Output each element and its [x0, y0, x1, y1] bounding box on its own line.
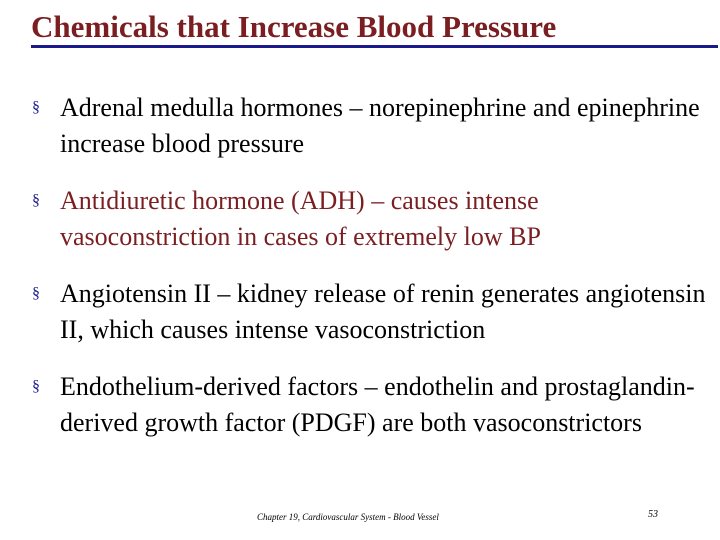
square-bullet-icon: §	[32, 99, 40, 116]
slide-title: Chemicals that Increase Blood Pressure	[31, 9, 557, 44]
square-bullet-icon: §	[32, 378, 40, 395]
bullet-text: Antidiuretic hormone (ADH) – causes intense vasoconstriction in cases of extremely low BP	[60, 186, 541, 251]
square-bullet-icon: §	[32, 285, 40, 302]
bullet-text: Endothelium-derived factors – endothelin and prostaglandin-derived growth factor (PDGF) are both vasoconstrictors	[60, 372, 695, 437]
page-number: 53	[648, 509, 658, 520]
bullet-item-adrenal	[32, 90, 712, 162]
bullet-item-angiotensin	[32, 276, 712, 348]
square-bullet-icon: §	[32, 192, 40, 209]
bullet-list	[32, 90, 712, 462]
footer-text: Chapter 19, Cardiovascular System - Blood Vessel	[257, 512, 439, 522]
bullet-text: Adrenal medulla hormones – norepinephrine and epinephrine increase blood pressure	[60, 93, 700, 158]
bullet-text: Angiotensin II – kidney release of renin generates angiotensin II, which causes intense vasoconstriction	[60, 279, 706, 344]
bullet-item-endothelium	[32, 369, 712, 441]
bullet-item-adh	[32, 183, 712, 255]
title-underline	[31, 45, 718, 48]
